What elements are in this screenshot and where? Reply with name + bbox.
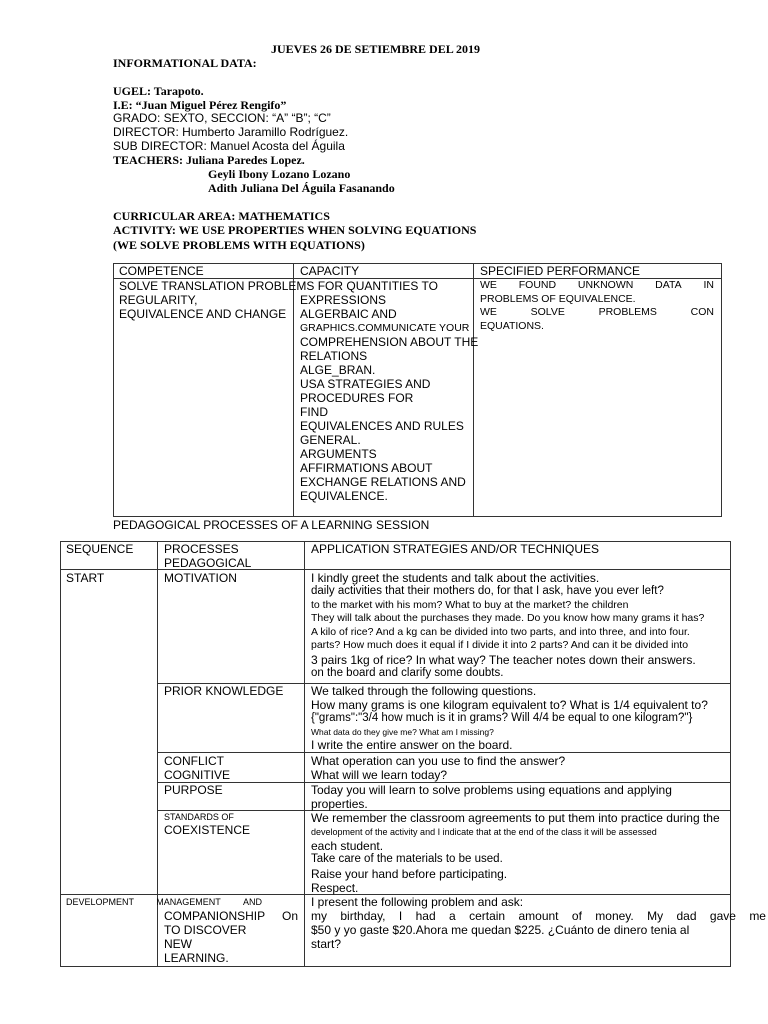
text-line: They will talk about the purchases they made. Do you know how many grams it has? [311,612,705,625]
purpose-label: PURPOSE [164,783,223,797]
word: amount [518,909,559,923]
text-line: A kilo of rice? And a kg can be divided into two parts, and into three, and into four. [311,625,690,638]
word: PROBLEMS [598,306,657,318]
text-line: $50 y yo gaste $20.Ahora me quedan $225. ¿Cuánto de dinero tenia al [311,923,690,937]
strategies-header: APPLICATION STRATEGIES AND/OR TECHNIQUES [311,542,600,556]
performance-line-3 [480,306,714,320]
word: of [571,909,582,923]
teacher-3: Adith Juliana Del Águila Fasanando [208,181,395,195]
sub-director-line: SUB DIRECTOR: Manuel Acosta del Águila [113,139,345,153]
standards-text [311,811,720,895]
word: CON [690,306,714,318]
word: DATA [655,279,682,291]
text-line: daily activities that their mothers do, for that I ask, have you ever left? [311,585,664,597]
start-label: START [66,571,105,585]
capacity-line: ALGERBAIC AND [300,307,397,321]
word: had [415,909,436,923]
capacity-line: ALGE_BRAN. [300,363,376,377]
label-line: TO DISCOVER [164,923,247,937]
text-line: {"grams":"3/4 how much is it in grams? Will 4/4 be equal to one kilogram?"} [311,712,693,724]
capacity-line: FIND [300,405,328,419]
date-heading: JUEVES 26 DE SETIEMBRE DEL 2019 [271,42,481,56]
word: a [449,909,456,923]
label-line: STANDARDS OF [164,812,234,822]
competence-line: REGULARITY, [119,293,198,307]
development-text-1: I present the following problem and ask: [311,895,524,909]
word: birthday, [340,909,386,923]
activity-line: ACTIVITY: WE USE PROPERTIES WHEN SOLVING EQUATIONS [113,223,477,237]
director-line: DIRECTOR: Humberto Jaramillo Rodríguez. [113,125,349,139]
text-line: Respect. [311,880,359,895]
competence-cell [119,279,438,321]
word: COMPANIONSHIP [164,909,266,923]
companionship-label [164,909,298,923]
text-line: to the market with his mom? What to buy at the market? the children [311,598,629,611]
word: SOLVE [530,306,565,318]
competence-line: EQUIVALENCE AND CHANGE [119,307,287,321]
performance-header: SPECIFIED PERFORMANCE [480,264,641,278]
text-line: What data do they give me? What am I missing? [311,726,494,737]
development-text-2 [311,909,766,923]
ugel-line: UGEL: Tarapoto. [113,84,204,98]
text-line: We remember the classroom agreements to put them into practice during the [311,811,720,825]
capacity-line: EQUIVALENCES AND RULES [300,419,464,433]
word: me [749,909,766,923]
prior-knowledge-text [311,684,708,752]
session-col-divider-2 [304,541,305,967]
performance-line-2: PROBLEMS OF EQUIVALENCE. [480,292,636,305]
text-line: Take care of the materials to be used. [311,853,503,865]
grado-line: GRADO: SEXTO, SECCION: “A” “B”; “C” [113,111,331,125]
development-label-rest [164,923,246,965]
sequence-header: SEQUENCE [66,542,134,556]
capacity-line: EXCHANGE RELATIONS AND [300,475,466,489]
word: money. [595,909,634,923]
word: certain [469,909,506,923]
session-header-divider [60,569,731,570]
text-line: I kindly greet the students and talk about the activities. [311,571,600,585]
text-line: What will we learn today? [311,768,448,782]
purpose-text [311,783,672,811]
competence-header: COMPETENCE [119,264,204,278]
row-divider-prior [157,752,731,753]
ie-line: I.E: “Juan Miguel Pérez Rengifo” [113,98,287,112]
text-line: 3 pairs 1kg of rice? In what way? The teacher notes down their answers. [311,652,696,667]
text-line: on the board and clarify some doubts. [311,666,504,679]
processes-header-line: PEDAGOGICAL [164,556,252,570]
capacity-line: COMPREHENSION ABOUT THE [300,335,479,349]
development-text-rest [311,923,689,951]
performance-line-1 [480,279,714,293]
word: gave [709,909,736,923]
word: On [281,909,298,923]
word: IN [703,279,714,291]
capacity-header: CAPACITY [300,264,360,278]
word: UNKNOWN [577,279,634,291]
conflict-text [311,754,565,782]
capacity-line: ARGUMENTS [300,447,377,461]
activity-subtitle: (WE SOLVE PROBLEMS WITH EQUATIONS) [113,238,365,252]
word: FOUND [518,279,557,291]
capacity-line: GRAPHICS.COMMUNICATE YOUR [300,322,470,334]
informational-data-heading: INFORMATIONAL DATA: [113,56,257,70]
word: dad [676,909,697,923]
word: AND [242,897,262,907]
capacity-line: EXPRESSIONS [300,293,387,307]
text-line: What operation can you use to find the answer? [311,754,566,768]
curricular-area: CURRICULAR AREA: MATHEMATICS [113,209,330,223]
capacity-line: USA STRATEGIES AND [300,377,431,391]
competence-line: SOLVE TRANSLATION PROBLEMS FOR QUANTITIES TO [119,279,438,293]
pedagogical-title: PEDAGOGICAL PROCESSES OF A LEARNING SESSION [113,518,430,532]
label-line: CONFLICT [164,754,224,768]
standards-label [164,811,250,837]
text-line: properties. [311,797,368,811]
motivation-label: MOTIVATION [164,571,237,585]
text-line: each student. [311,839,384,853]
teacher-2: Geyli Ibony Lozano Lozano [208,167,351,181]
word: WE [480,279,497,291]
label-line: NEW [164,937,192,951]
word: DEVELOPMENT [66,897,135,907]
capacity-line: PROCEDURES FOR [300,391,414,405]
word: my [311,909,327,923]
label-line: COGNITIVE [164,768,231,782]
word: MANAGEMENT [156,897,221,907]
capacity-line: EQUIVALENCE. [300,489,388,503]
performance-cell [480,279,714,333]
teachers-line: TEACHERS: Juliana Paredes Lopez. [113,153,305,167]
conflict-label [164,754,230,782]
text-line: I write the entire answer on the board. [311,737,513,752]
capacity-line: AFFIRMATIONS ABOUT [300,461,433,475]
prior-knowledge-label: PRIOR KNOWLEDGE [164,684,284,698]
performance-line-4: EQUATIONS. [480,319,544,332]
development-label [66,896,262,908]
processes-header-line: PROCESSES [164,542,239,556]
capacity-line: RELATIONS [300,349,368,363]
text-line: We talked through the following questions. [311,684,537,698]
processes-header [164,542,251,570]
text-line: How many grams is one kilogram equivalent to? What is 1/4 equivalent to? [311,698,708,712]
text-line: start? [311,937,342,951]
label-line: LEARNING. [164,951,229,965]
word: WE [480,306,497,318]
word: I [398,909,403,923]
capacity-cell [300,293,478,503]
motivation-text [311,571,704,680]
text-line: Raise your hand before participating. [311,866,508,881]
label-line: COEXISTENCE [164,823,251,837]
text-line: Today you will learn to solve problems using equations and applying [311,783,672,797]
text-line: development of the activity and I indicate that at the end of the class it will be assessed [311,827,657,837]
word: My [647,909,664,923]
capacity-line: GENERAL. [300,433,361,447]
text-line: parts? How much does it equal if I divide it into 2 parts? And can it be divided into [311,639,689,652]
